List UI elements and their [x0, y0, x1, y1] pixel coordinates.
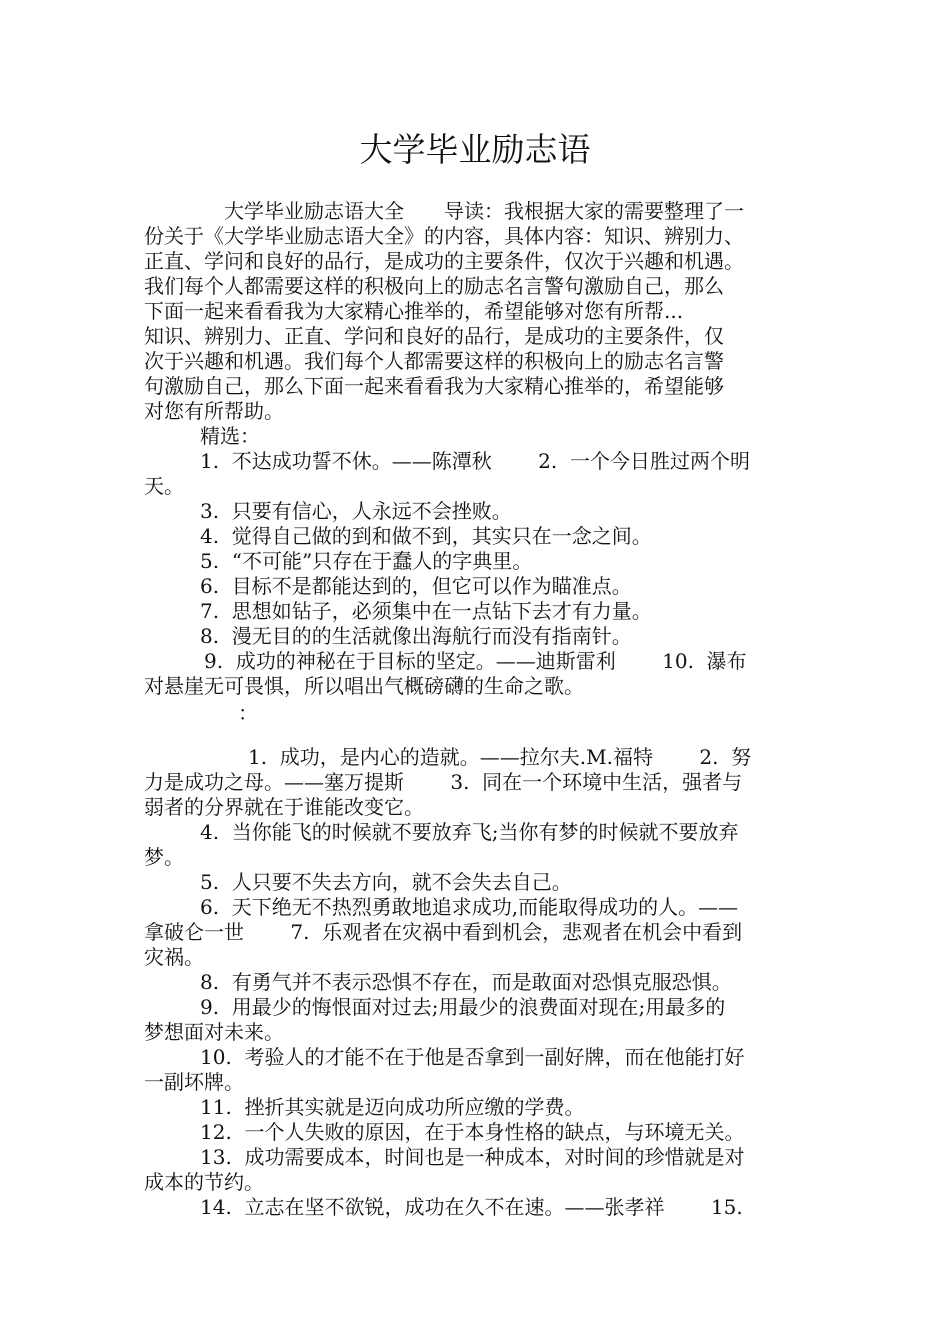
list-item: 14. 立志在坚不欲锐，成功在久不在速。——张孝祥 15. [200, 1195, 743, 1219]
text-line: 句激励自己，那么下面一起来看看我为大家精心推举的，希望能够 [144, 374, 724, 398]
text-line: 次于兴趣和机遇。我们每个人都需要这样的积极向上的励志名言警 [144, 349, 724, 373]
text-line: 对您有所帮助。 [144, 399, 284, 423]
list-item: 梦想面对未来。 [144, 1020, 284, 1044]
list-item: 7. 思想如钻子，必须集中在一点钻下去才有力量。 [200, 599, 652, 623]
list-item: 6. 天下绝无不热烈勇敢地追求成功,而能取得成功的人。—— [200, 895, 739, 919]
page-title: 大学毕业励志语 [359, 130, 591, 169]
list-item: 4. 觉得自己做的到和做不到，其实只在一念之间。 [200, 524, 652, 548]
list-item: 9. 用最少的悔恨面对过去;用最少的浪费面对现在;用最多的 [200, 995, 726, 1019]
list-item: 8. 漫无目的的生活就像出海航行而没有指南针。 [200, 624, 632, 648]
list-item: 8. 有勇气并不表示恐惧不存在，而是敢面对恐惧克服恐惧。 [200, 970, 732, 994]
list-item: 天。 [144, 474, 184, 498]
list-item: 对悬崖无可畏惧，所以唱出气概磅礴的生命之歌。 [144, 674, 584, 698]
section-heading: 精选： [200, 424, 260, 448]
text-line: 大学毕业励志语大全 导读：我根据大家的需要整理了一 [224, 199, 744, 223]
list-item: 5. 人只要不失去方向，就不会失去自己。 [200, 870, 572, 894]
list-item: 10. 考验人的才能不在于他是否拿到一副好牌，而在他能打好 [200, 1045, 745, 1069]
list-item: 6. 目标不是都能达到的，但它可以作为瞄准点。 [200, 574, 632, 598]
list-item: 力是成功之母。——塞万提斯 3. 同在一个环境中生活，强者与 [144, 770, 743, 794]
list-item: 拿破仑一世 7. 乐观者在灾祸中看到机会，悲观者在机会中看到 [144, 920, 743, 944]
list-item: 成本的节约。 [144, 1170, 264, 1194]
list-item: 3. 只要有信心，人永远不会挫败。 [200, 499, 512, 523]
text-line: 知识、辨别力、正直、学问和良好的品行，是成功的主要条件，仅 [144, 324, 724, 348]
text-line: 我们每个人都需要这样的积极向上的励志名言警句激励自己，那么 [144, 274, 724, 298]
section-heading: ： [238, 701, 258, 725]
text-line: 下面一起来看看我为大家精心推举的，希望能够对您有所帮... [144, 299, 684, 323]
text-line: 份关于《大学毕业励志语大全》的内容，具体内容：知识、辨别力、 [144, 224, 744, 248]
list-item: 12. 一个人失败的原因，在于本身性格的缺点，与环境无关。 [200, 1120, 745, 1144]
list-item: 梦。 [144, 845, 184, 869]
list-item: 灾祸。 [144, 945, 204, 969]
list-item: 1. 不达成功誓不休。——陈潭秋 2. 一个今日胜过两个明 [200, 449, 750, 473]
list-item: 1. 成功，是内心的造就。——拉尔夫.M.福特 2. 努 [248, 745, 752, 769]
list-item: 5. “不可能”只存在于蠢人的字典里。 [200, 549, 533, 573]
list-item: 13. 成功需要成本，时间也是一种成本，对时间的珍惜就是对 [200, 1145, 745, 1169]
list-item: 9. 成功的神秘在于目标的坚定。——迪斯雷利 10. 瀑布 [204, 649, 747, 673]
list-item: 4. 当你能飞的时候就不要放弃飞;当你有梦的时候就不要放弃 [200, 820, 739, 844]
text-line: 正直、学问和良好的品行，是成功的主要条件，仅次于兴趣和机遇。 [144, 249, 744, 273]
list-item: 一副坏牌。 [144, 1070, 244, 1094]
list-item: 11. 挫折其实就是迈向成功所应缴的学费。 [200, 1095, 585, 1119]
list-item: 弱者的分界就在于谁能改变它。 [144, 795, 424, 819]
